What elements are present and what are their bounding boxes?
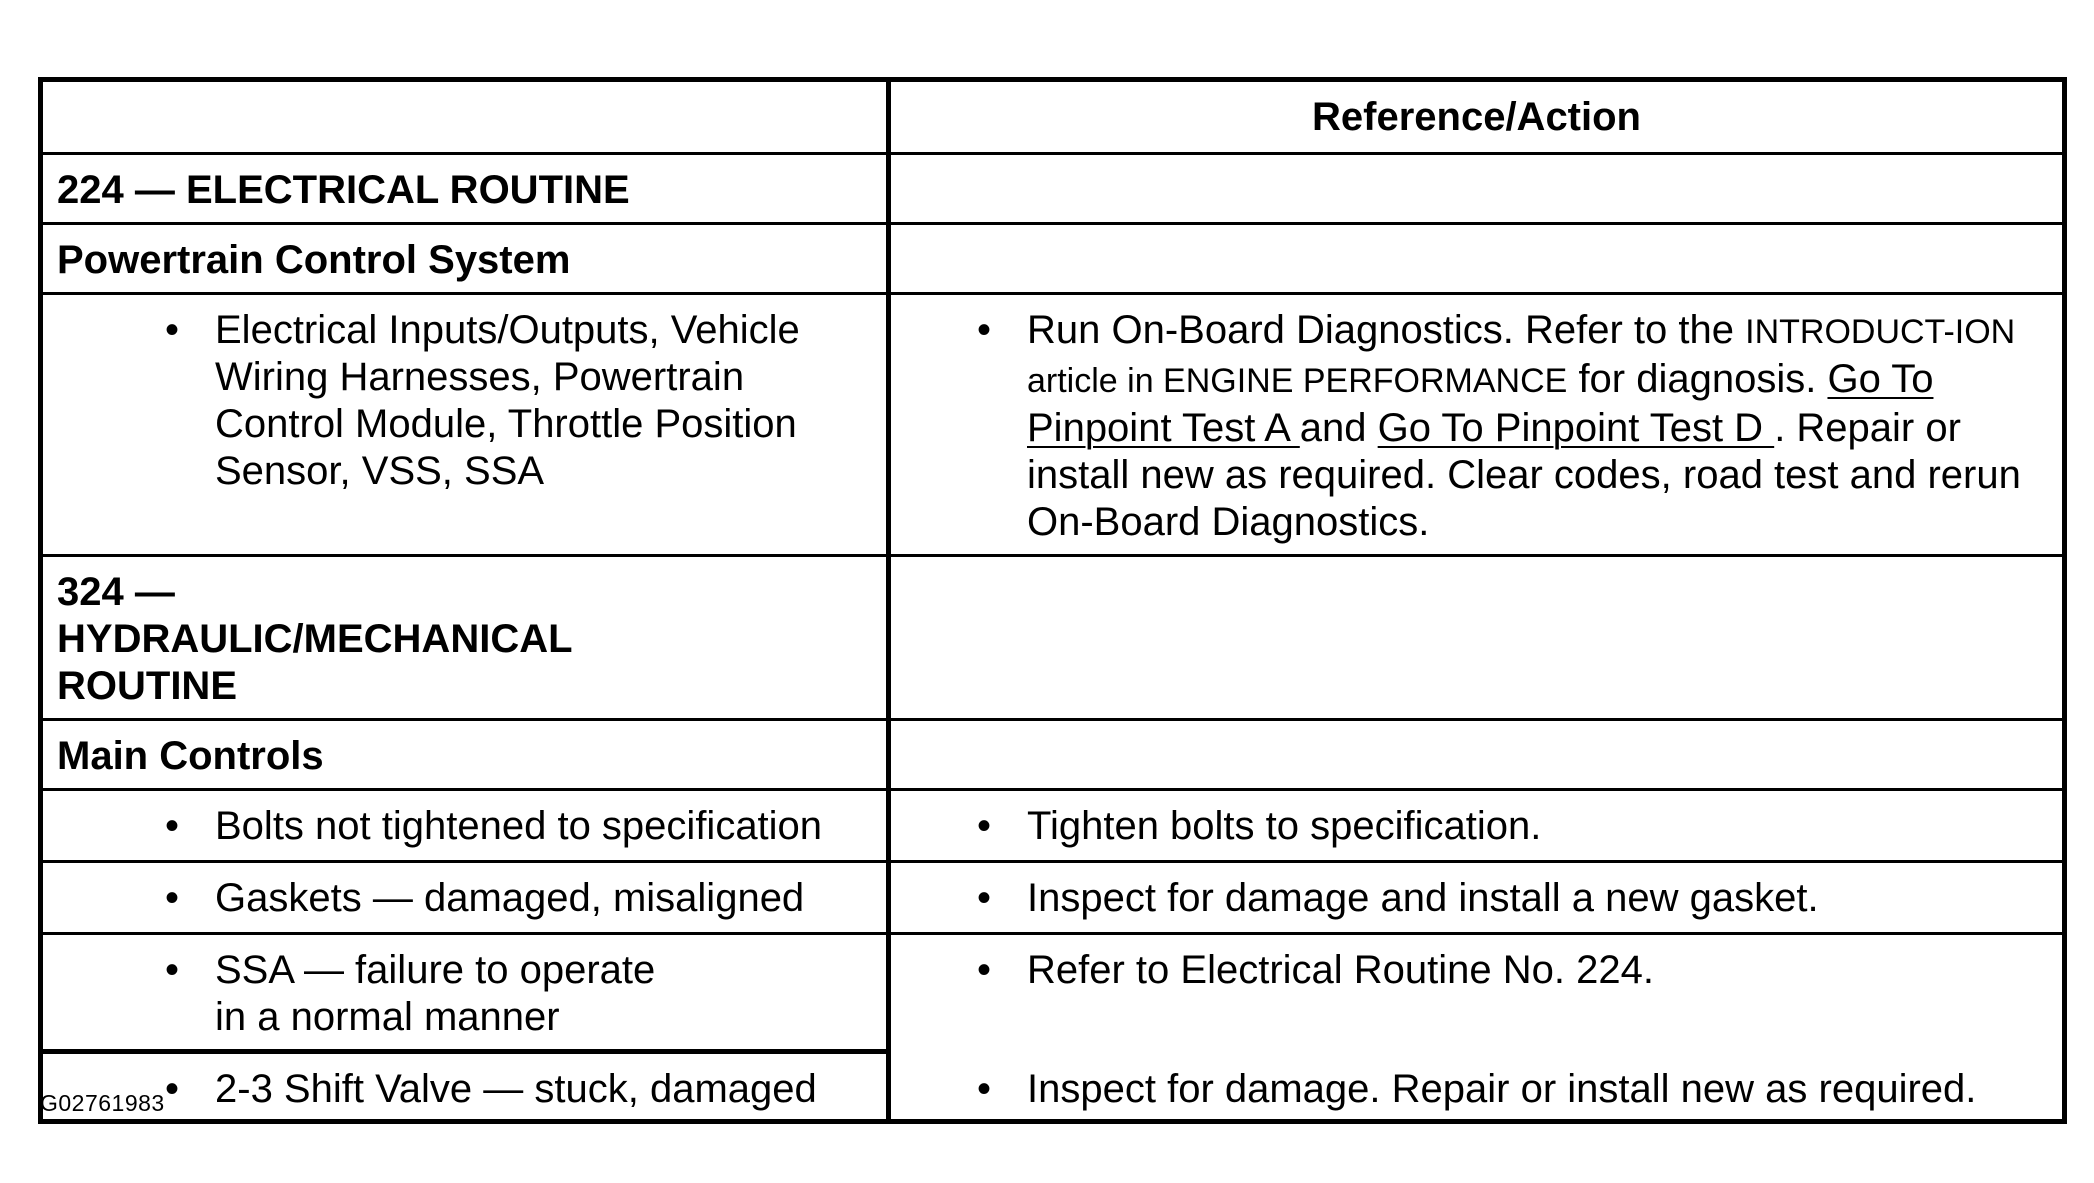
empty-action-cell xyxy=(889,556,2065,720)
action-cell xyxy=(889,934,2065,1052)
action-cell xyxy=(889,294,2065,556)
condition-text: Gaskets — damaged, misaligned xyxy=(215,876,805,920)
bullet-icon: • xyxy=(165,876,180,920)
empty-action-cell xyxy=(889,154,2065,224)
reference-action-header: Reference/Action xyxy=(889,80,2065,154)
condition-cell xyxy=(41,1052,889,1122)
condition-cell xyxy=(41,934,889,1052)
main-controls-title: Main Controls xyxy=(41,720,889,790)
condition-text: 2-3 Shift Valve — stuck, damaged xyxy=(215,1067,817,1111)
action-text: Tighten bolts to specification. xyxy=(1027,804,1542,848)
bullet-icon: • xyxy=(977,804,992,848)
empty-action-cell xyxy=(889,720,2065,790)
section-row-hydraulic xyxy=(41,556,2065,720)
condition-text: Bolts not tightened to specification xyxy=(215,804,823,848)
table-row xyxy=(41,1052,2065,1122)
pinpoint-test-a-link[interactable]: Go To Pinpoint Test A xyxy=(1027,357,1934,450)
figure-id-label: G02761983 xyxy=(40,1090,165,1116)
action-text: . Repair or install new as required. Clear codes, road test and rerun On-Board Diagnostics. xyxy=(1027,406,2021,544)
article-reference: INTRODUCT-ION article in ENGINE PERFORMANCE xyxy=(1027,313,2016,400)
bullet-icon: • xyxy=(165,308,180,352)
bullet-icon: • xyxy=(165,804,180,848)
electrical-routine-title: 224 — ELECTRICAL ROUTINE xyxy=(41,154,889,224)
powertrain-control-title: Powertrain Control System xyxy=(41,224,889,294)
action-text: Inspect for damage and install a new gasket. xyxy=(1027,876,1819,920)
table-header-row xyxy=(41,80,2065,154)
condition-text: SSA — failure to operate in a normal manner xyxy=(215,948,656,1039)
action-text: for diagnosis. xyxy=(1567,357,1828,401)
table-row xyxy=(41,294,2065,556)
bullet-icon: • xyxy=(165,948,180,992)
bullet-icon: • xyxy=(977,1067,992,1111)
condition-header-cell xyxy=(41,80,889,154)
action-cell xyxy=(889,862,2065,934)
hydraulic-routine-title: 324 — HYDRAULIC/MECHANICAL ROUTINE xyxy=(41,556,889,720)
table-row xyxy=(41,862,2065,934)
section-row-main-controls xyxy=(41,720,2065,790)
condition-cell xyxy=(41,862,889,934)
action-text: Run On-Board Diagnostics. Refer to the xyxy=(1027,308,1746,352)
bullet-icon: • xyxy=(977,948,992,992)
table-row xyxy=(41,934,2065,1052)
condition-text: Electrical Inputs/Outputs, Vehicle Wiring Harnesses, Powertrain Control Module, Throttle Position Sensor, VSS, SSA xyxy=(215,308,800,493)
empty-action-cell xyxy=(889,224,2065,294)
bullet-icon: • xyxy=(977,876,992,920)
action-text: and xyxy=(1299,406,1378,450)
action-text: Inspect for damage. Repair or install new as required. xyxy=(1027,1067,1977,1111)
section-row-powertrain xyxy=(41,224,2065,294)
action-cell xyxy=(889,790,2065,862)
condition-cell xyxy=(41,294,889,556)
pinpoint-test-d-link[interactable]: Go To Pinpoint Test D xyxy=(1377,406,1775,450)
bullet-icon: • xyxy=(977,308,992,352)
section-row-electrical xyxy=(41,154,2065,224)
bullet-icon: • xyxy=(165,1067,180,1111)
table-row xyxy=(41,790,2065,862)
action-text: Refer to Electrical Routine No. 224. xyxy=(1027,948,1654,992)
condition-cell xyxy=(41,790,889,862)
action-cell xyxy=(889,1052,2065,1122)
diagnosis-table xyxy=(38,77,2067,1124)
